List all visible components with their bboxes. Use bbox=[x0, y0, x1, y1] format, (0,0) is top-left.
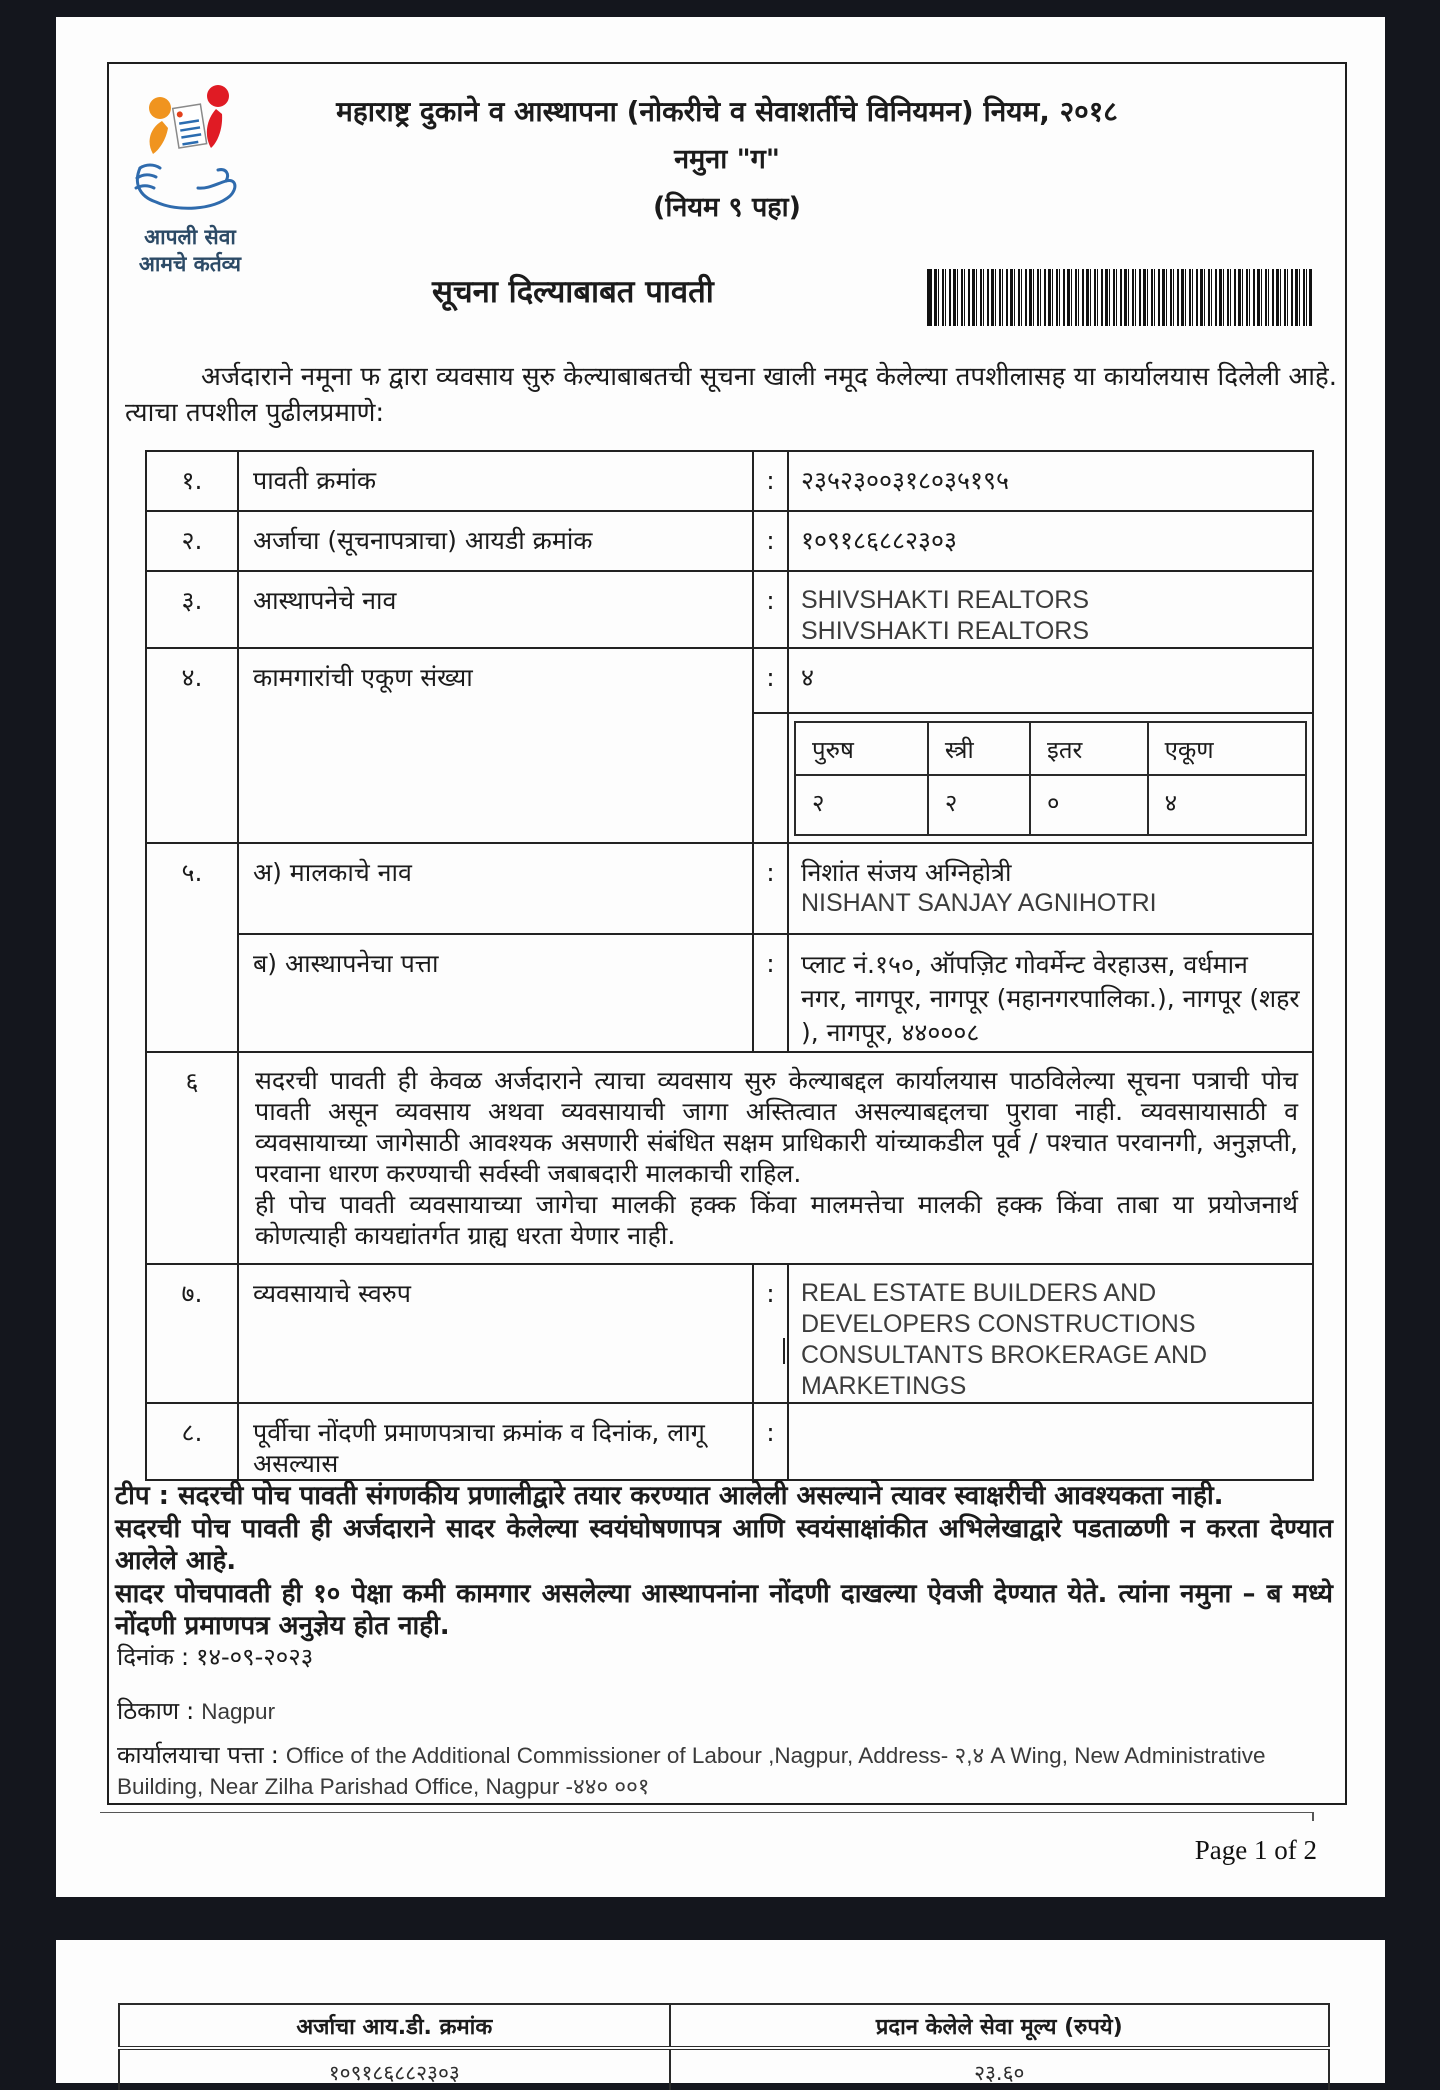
table-row-3 bbox=[146, 571, 1313, 648]
row4-divider-line bbox=[752, 712, 1312, 714]
row-number: २. bbox=[146, 511, 238, 571]
row-value: प्लाट नं.१५०, ऑपज़िट गोवर्मेन्ट वेरहाउस, वर्धमान नगर, नागपूर, नागपूर (महानगरपालिका.), नागपूर (शहर ), नागपूर, ४४०००८ bbox=[788, 934, 1313, 1052]
colon: : bbox=[753, 511, 788, 571]
table-row-1 bbox=[146, 451, 1313, 511]
establishment-name-line: SHIVSHAKTI REALTORS bbox=[801, 617, 1090, 645]
row-number: ६ bbox=[146, 1052, 238, 1264]
table-row-6 bbox=[146, 1052, 1313, 1264]
document-page-1 bbox=[56, 17, 1385, 1897]
fee-header-row bbox=[119, 2004, 1329, 2048]
disclaimer-paragraph-2: ही पोच पावती व्यवसायाच्या जागेचा मालकी हक्क किंवा मालमत्तेचा मालकी हक्क किंवा ताबा या प्रयोजनार्थ कोणत्याही कायद्यांतर्गत ग्राह्य धरता येणार नाही. bbox=[255, 1190, 1298, 1250]
date-label: दिनांक bbox=[117, 1643, 174, 1671]
colon: : bbox=[753, 648, 788, 843]
row-number: ८. bbox=[146, 1403, 238, 1480]
row-label: अर्जाचा (सूचनापत्राचा) आयडी क्रमांक bbox=[238, 511, 753, 571]
workers-value-female: २ bbox=[928, 775, 1030, 835]
footer-office-address bbox=[117, 1740, 1332, 1802]
document-border bbox=[107, 62, 1347, 1805]
row-number: ३. bbox=[146, 571, 238, 648]
row-value bbox=[788, 571, 1313, 648]
row-value: REAL ESTATE BUILDERS AND DEVELOPERS CONSTRUCTIONS CONSULTANTS BROKERAGE AND MARKETINGS bbox=[788, 1264, 1313, 1403]
row-number: ५. bbox=[146, 843, 238, 1052]
fee-value-row bbox=[119, 2048, 1329, 2090]
details-table bbox=[145, 450, 1314, 1481]
text-cursor bbox=[783, 1338, 785, 1364]
colon: : bbox=[753, 451, 788, 511]
barcode bbox=[927, 269, 1312, 326]
workers-header-female: स्त्री bbox=[928, 722, 1030, 775]
colon: : bbox=[753, 843, 788, 934]
logo-caption-line1: आपली सेवा bbox=[144, 225, 236, 249]
colon: : bbox=[186, 1697, 195, 1725]
workers-value-other: ० bbox=[1030, 775, 1148, 835]
note-line-2: सदरची पोच पावती ही अर्जदाराने सादर केलेल्या स्वयंघोषणापत्र आणि स्वयंसाक्षांकीत अभिलेखाद्वारे पडताळणी न करता देण्यात आलेले आहे. bbox=[115, 1513, 1333, 1576]
colon: : bbox=[753, 934, 788, 1052]
row-value: १०९१८६८८२३०३ bbox=[788, 511, 1313, 571]
workers-value-male: २ bbox=[795, 775, 928, 835]
fee-header-service-charge: प्रदान केलेले सेवा मूल्य (रुपये) bbox=[670, 2004, 1329, 2048]
row-label: पूर्वीचा नोंदणी प्रमाणपत्राचा क्रमांक व दिनांक, लागू असल्यास bbox=[238, 1403, 753, 1480]
form-name: नमुना "ग" bbox=[674, 144, 780, 175]
workers-value-row bbox=[795, 775, 1306, 835]
page-indicator: Page 1 of 2 bbox=[1194, 1835, 1317, 1865]
note-line-3: सादर पोचपावती ही १० पेक्षा कमी कामगार असलेल्या आस्थापनांना नोंदणी दाखल्या ऐवजी देण्यात येते. त्यांना नमुना – ब मध्ये नोंदणी प्रमाणपत्र अनुज्ञेय होत नाही. bbox=[115, 1578, 1333, 1641]
row-label: आस्थापनेचे नाव bbox=[238, 571, 753, 648]
colon: : bbox=[753, 1264, 788, 1403]
row-label: पावती क्रमांक bbox=[238, 451, 753, 511]
workers-header-row bbox=[795, 722, 1306, 775]
workers-table bbox=[794, 721, 1307, 836]
row-value: २३५२३००३१८०३५१९५ bbox=[788, 451, 1313, 511]
intro-paragraph: अर्जदाराने नमूना फ द्वारा व्यवसाय सुरु केल्याबाबतची सूचना खाली नमूद केलेल्या तपशीलासह या कार्यालयास दिलेली आहे. त्याचा तपशील पुढीलप्रमाणे: bbox=[125, 362, 1337, 428]
owner-name-english: NISHANT SANJAY AGNIHOTRI bbox=[801, 889, 1157, 917]
date-value: १४-०९-२०२३ bbox=[196, 1643, 314, 1671]
notes bbox=[115, 1480, 1333, 1643]
row-value bbox=[788, 1403, 1313, 1480]
fee-value-service-charge: २३.६० bbox=[670, 2048, 1329, 2090]
fee-value-application-id: १०९१८६८८२३०३ bbox=[119, 2048, 670, 2090]
form-header bbox=[109, 92, 1345, 224]
table-row-5a bbox=[146, 843, 1313, 934]
office-label: कार्यालयाचा पत्ता bbox=[117, 1741, 264, 1769]
row-label: कामगारांची एकूण संख्या bbox=[238, 648, 753, 843]
workers-total-count: ४ bbox=[801, 663, 815, 692]
row-number: ४. bbox=[146, 648, 238, 843]
workers-header-other: इतर bbox=[1030, 722, 1148, 775]
place-label: ठिकाण bbox=[117, 1697, 180, 1725]
establishment-name-line: SHIVSHAKTI REALTORS bbox=[801, 586, 1090, 614]
workers-header-male: पुरुष bbox=[795, 722, 928, 775]
owner-name-marathi: निशांत संजय अग्निहोत्री bbox=[801, 858, 1012, 887]
colon: : bbox=[180, 1643, 190, 1671]
office-value: Office of the Additional Commissioner of Labour ,Nagpur, Address- २,४ A Wing, New Administrative Building, Near Zilha Parishad Office, Nagpur -४४० ००१ bbox=[117, 1743, 1266, 1799]
workers-value-total: ४ bbox=[1148, 775, 1306, 835]
row-label: अ) मालकाचे नाव bbox=[238, 843, 753, 934]
place-value: Nagpur bbox=[201, 1699, 276, 1724]
row-value bbox=[788, 648, 1313, 843]
colon: : bbox=[270, 1741, 279, 1769]
table-row-5b bbox=[146, 934, 1313, 1052]
document-page-2 bbox=[56, 1940, 1385, 2083]
row-label: ब) आस्थापनेचा पत्ता bbox=[238, 934, 753, 1052]
note-line-1: टीप : सदरची पोच पावती संगणकीय प्रणालीद्वारे तयार करण्यात आलेली असल्याने त्यावर स्वाक्षरीची आवश्यकता नाही. bbox=[115, 1481, 1224, 1511]
table-row-2 bbox=[146, 511, 1313, 571]
disclaimer-text bbox=[238, 1052, 1313, 1264]
form-rule-reference: (नियम ९ पहा) bbox=[653, 192, 801, 223]
footer-date bbox=[117, 1640, 313, 1673]
colon: : bbox=[753, 571, 788, 648]
row-label: व्यवसायाचे स्वरुप bbox=[238, 1264, 753, 1403]
colon: : bbox=[753, 1403, 788, 1480]
workers-header-total: एकूण bbox=[1148, 722, 1306, 775]
row-value bbox=[788, 843, 1313, 934]
receipt-title: सूचना दिल्याबाबत पावती bbox=[432, 274, 714, 310]
table-row-7 bbox=[146, 1264, 1313, 1403]
disclaimer-paragraph-1: सदरची पावती ही केवळ अर्जदाराने त्याचा व्यवसाय सुरु केल्याबद्दल कार्यालयास पाठविलेल्या सूचना पत्राची पोच पावती असून व्यवसाय अथवा व्यवसायाची जागा अस्तित्वात असल्याबद्दलचा पुरावा नाही. व्यवसायासाठी व व्यवसायाच्या जागेसाठी आवश्यक असणारी संबंधित सक्षम प्राधिकारी यांच्याकडील पूर्व / पश्चात परवानगी, अनुज्ञप्ती, परवाना धारण करण्याची सर्वस्वी जबाबदारी मालकाची राहिल. bbox=[255, 1066, 1298, 1188]
logo-caption-line2: आमचे कर्तव्य bbox=[138, 252, 242, 276]
table-row-8 bbox=[146, 1403, 1313, 1480]
table-row-4 bbox=[146, 648, 1313, 843]
footer-place bbox=[117, 1694, 275, 1727]
fee-table bbox=[118, 2003, 1330, 2090]
footer-divider-line bbox=[100, 1812, 1314, 1813]
row-number: १. bbox=[146, 451, 238, 511]
row-number: ७. bbox=[146, 1264, 238, 1403]
fee-header-application-id: अर्जाचा आय.डी. क्रमांक bbox=[119, 2004, 670, 2048]
act-title: महाराष्ट्र दुकाने व आस्थापना (नोकरीचे व सेवाशर्तीचे विनियमन) नियम, २०१८ bbox=[336, 95, 1118, 128]
